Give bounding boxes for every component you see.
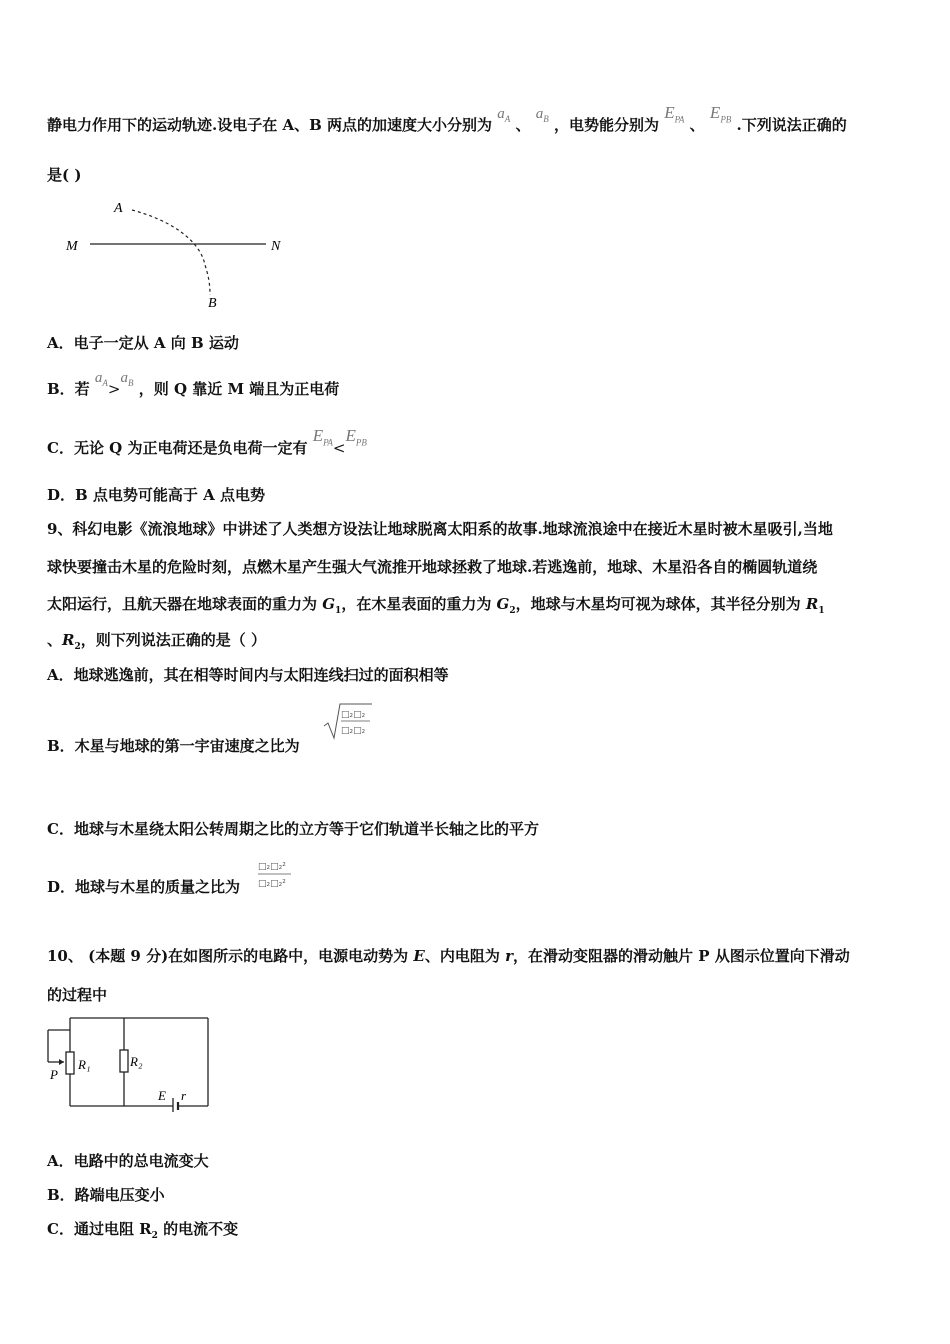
q8-option-c: C．无论 Q 为正电荷还是负电荷一定有 $E_{PA}<E_{PB}$ [47, 426, 367, 457]
q10-stem-line1: 10、 (本题 9 分)在如图所示的电路中，电源电动势为 E、内电阻为 r，在滑动变阻器的滑动触片 P 从图示位置向下滑动 [47, 947, 850, 965]
q8-option-d: D．B 点电势可能高于 A 点电势 [47, 486, 265, 504]
aA-symbol: $a_A$ [497, 106, 511, 124]
q9-option-b: B．木星与地球的第一宇宙速度之比为 [47, 737, 300, 755]
label-e: E [158, 1088, 166, 1103]
circuit-diagram [40, 1012, 215, 1112]
aA-symbol: $a_A$ [94, 370, 108, 388]
label-N: N [271, 239, 281, 254]
svg-text:□₂□₂²: □₂□₂² [258, 879, 286, 889]
q9-optD-formula [257, 856, 299, 892]
EPA-symbol: $E_{PA}$ [664, 103, 685, 125]
q10-stem-line2: 的过程中 [47, 986, 108, 1004]
trajectory-curve [132, 210, 210, 295]
q9-optB-formula [322, 702, 374, 742]
q9-stem-line4: 、$R_2$，则下列说法正确的是（ ） [47, 631, 266, 652]
q10-option-b: B．路端电压变小 [47, 1186, 165, 1204]
q9-option-d: D．地球与木星的质量之比为 [47, 878, 241, 896]
q9-stem-line2: 球快要撞击木星的危险时刻，点燃木星产生强大气流推开地球拯救了地球.若逃逸前，地球、木星沿各自的椭圆轨道绕 [47, 558, 818, 576]
EPB-symbol: $E_{PB}$ [709, 103, 732, 125]
EPB-symbol: $E_{PB}$ [345, 426, 367, 448]
aB-symbol: $a_B$ [535, 106, 549, 124]
trajectory-figure [60, 195, 300, 310]
resistor-r1 [66, 1052, 74, 1074]
label-p: P [50, 1067, 58, 1082]
label-r: r [181, 1088, 187, 1103]
q8-option-b: B．若 $a_A>a_B$ ，则 Q 靠近 M 端且为正电荷 [47, 370, 340, 398]
q9-stem-line3: 太阳运行，且航天器在地球表面的重力为 $G_1$，在木星表面的重力为 $G_2$，地球与木星均可视为球体，其半径分别为 $R_1$ [47, 595, 825, 616]
resistor-r2 [120, 1050, 128, 1072]
aB-symbol: $a_B$ [120, 370, 134, 388]
svg-text:□₂□₂: □₂□₂ [341, 710, 366, 720]
svg-text:□₂□₂²: □₂□₂² [258, 862, 286, 872]
svg-text:□₂□₂: □₂□₂ [341, 726, 366, 736]
q8-stem-line1: 静电力作用下的运动轨迹.设电子在 A、B 两点的加速度大小分别为 $a_A$ 、 $a_B$ ，电势能分别为 $E_{PA}$ 、 $E_{PB}$ .下列说法正确的 [47, 103, 847, 134]
label-r1: R₁ [78, 1057, 91, 1072]
q10-option-c: C．通过电阻 $R_2$ 的电流不变 [47, 1220, 239, 1241]
q9-option-c: C．地球与木星绕太阳公转周期之比的立方等于它们轨道半长轴之比的平方 [47, 820, 539, 838]
q8-stem-line2: 是( ) [47, 166, 82, 184]
q8-option-a: A．电子一定从 A 向 B 运动 [47, 334, 239, 352]
label-B: B [208, 296, 217, 310]
label-A: A [114, 201, 123, 216]
q9-option-a: A．地球逃逸前，其在相等时间内与太阳连线扫过的面积相等 [47, 666, 449, 684]
q9-stem-line1: 9、科幻电影《流浪地球》中讲述了人类想方设法让地球脱离太阳系的故事.地球流浪途中在接近木星时被木星吸引,当地 [47, 520, 833, 538]
q10-option-a: A．电路中的总电流变大 [47, 1152, 209, 1170]
label-r2: R₂ [130, 1054, 143, 1069]
EPA-symbol: $E_{PA}$ [312, 426, 333, 448]
slider-arrow [59, 1059, 64, 1065]
label-M: M [66, 239, 78, 254]
